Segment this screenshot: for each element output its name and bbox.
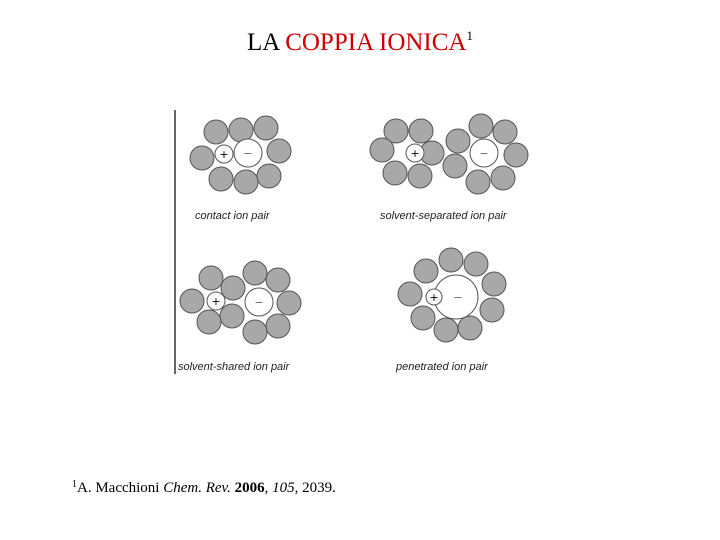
cation-symbol: + xyxy=(219,148,229,161)
anion-symbol: − xyxy=(453,291,463,304)
cation-symbol: + xyxy=(410,147,420,160)
footnote-pages: 2039. xyxy=(302,480,336,496)
footnote-year: 2006 xyxy=(234,480,265,496)
title-prefix: LA xyxy=(247,29,286,56)
footnote-volume: 105 xyxy=(272,480,295,496)
ion-pair-diagram xyxy=(170,108,532,376)
footnote-authors: A. Macchioni xyxy=(77,480,164,496)
panel-label: contact ion pair xyxy=(195,210,270,222)
cation-symbol: + xyxy=(211,295,221,308)
title-footnote-marker: 1 xyxy=(466,28,473,43)
panel-label: penetrated ion pair xyxy=(396,361,488,373)
anion-symbol: − xyxy=(254,296,264,309)
ion-pair-figure xyxy=(170,108,532,376)
anion-symbol: − xyxy=(479,147,489,160)
panel-label: solvent-separated ion pair xyxy=(380,210,507,222)
footnote-journal: Chem. Rev. xyxy=(163,480,231,496)
footnote-marker: 1 xyxy=(72,479,77,490)
cation-symbol: + xyxy=(429,291,439,304)
citation-footnote: $^1$A. Macchioni Chem. Rev. 2006, 105, 2039. xyxy=(72,479,336,496)
panel-label: solvent-shared ion pair xyxy=(178,361,290,373)
slide-title xyxy=(0,28,720,57)
anion-symbol: − xyxy=(243,147,253,160)
title-highlight: COPPIA IONICA xyxy=(285,29,467,56)
